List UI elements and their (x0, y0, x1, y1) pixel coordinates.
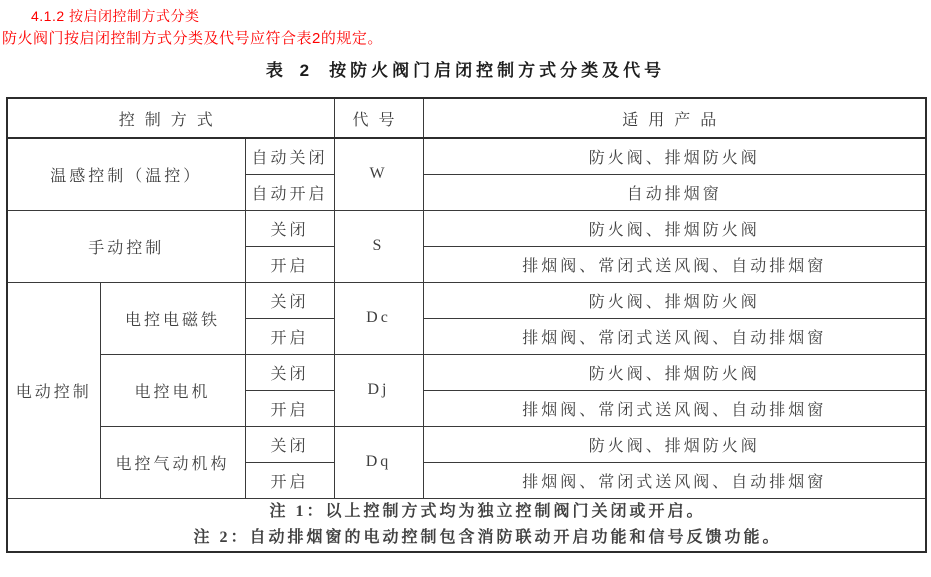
section-intro-text: 防火阀门按启闭控制方式分类及代号应符合表2的规定。 (2, 30, 383, 47)
cell-code-dc: Dc (334, 282, 423, 354)
section-heading: 4.1.2 按启闭控制方式分类 (31, 8, 200, 24)
cell-products: 自动排烟窗 (423, 174, 926, 210)
table-header-row (7, 98, 926, 138)
col-header-control-method: 控制方式 (7, 98, 334, 138)
cell-action: 开启 (245, 390, 334, 426)
cell-method-manual: 手动控制 (7, 210, 245, 282)
cell-products: 防火阀、排烟防火阀 (423, 210, 926, 246)
cell-products: 防火阀、排烟防火阀 (423, 282, 926, 318)
cell-action: 自动关闭 (245, 138, 334, 174)
cell-products: 排烟阀、常闭式送风阀、自动排烟窗 (423, 390, 926, 426)
cell-products: 防火阀、排烟防火阀 (423, 426, 926, 462)
table-row (7, 210, 926, 246)
cell-products: 防火阀、排烟防火阀 (423, 138, 926, 174)
cell-action: 开启 (245, 318, 334, 354)
cell-code-w: W (334, 138, 423, 210)
table-caption-title: 按防火阀门启闭控制方式分类及代号 (329, 61, 666, 80)
cell-products: 排烟阀、常闭式送风阀、自动排烟窗 (423, 318, 926, 354)
table-caption (0, 56, 931, 81)
cell-mechanism-pneumatic: 电控气动机构 (100, 426, 245, 498)
cell-code-dj: Dj (334, 354, 423, 426)
col-header-products: 适用产品 (423, 98, 926, 138)
table-notes-row (7, 498, 926, 552)
table-row (7, 354, 926, 390)
cell-products: 防火阀、排烟防火阀 (423, 354, 926, 390)
cell-action: 关闭 (245, 354, 334, 390)
cell-action: 关闭 (245, 282, 334, 318)
note-2: 注 2：自动排烟窗的电动控制包含消防联动开启功能和信号反馈功能。 (193, 528, 782, 546)
cell-code-s: S (334, 210, 423, 282)
cell-products: 排烟阀、常闭式送风阀、自动排烟窗 (423, 246, 926, 282)
cell-action: 关闭 (245, 426, 334, 462)
cell-action: 开启 (245, 462, 334, 498)
cell-action: 自动开启 (245, 174, 334, 210)
cell-action: 开启 (245, 246, 334, 282)
table-row (7, 426, 926, 462)
note-1: 注 1：以上控制方式均为独立控制阀门关闭或开启。 (269, 502, 706, 520)
table-row (7, 282, 926, 318)
cell-mechanism-solenoid: 电控电磁铁 (100, 282, 245, 354)
cell-method-thermal: 温感控制（温控） (7, 138, 245, 210)
classification-table (6, 97, 927, 553)
table-notes (7, 498, 926, 552)
cell-action: 关闭 (245, 210, 334, 246)
cell-products: 排烟阀、常闭式送风阀、自动排烟窗 (423, 462, 926, 498)
col-header-code: 代号 (334, 98, 423, 138)
cell-code-dq: Dq (334, 426, 423, 498)
cell-mechanism-motor: 电控电机 (100, 354, 245, 426)
table-row (7, 138, 926, 174)
cell-method-electric: 电动控制 (7, 282, 100, 498)
table-caption-number: 表 2 (265, 61, 316, 80)
